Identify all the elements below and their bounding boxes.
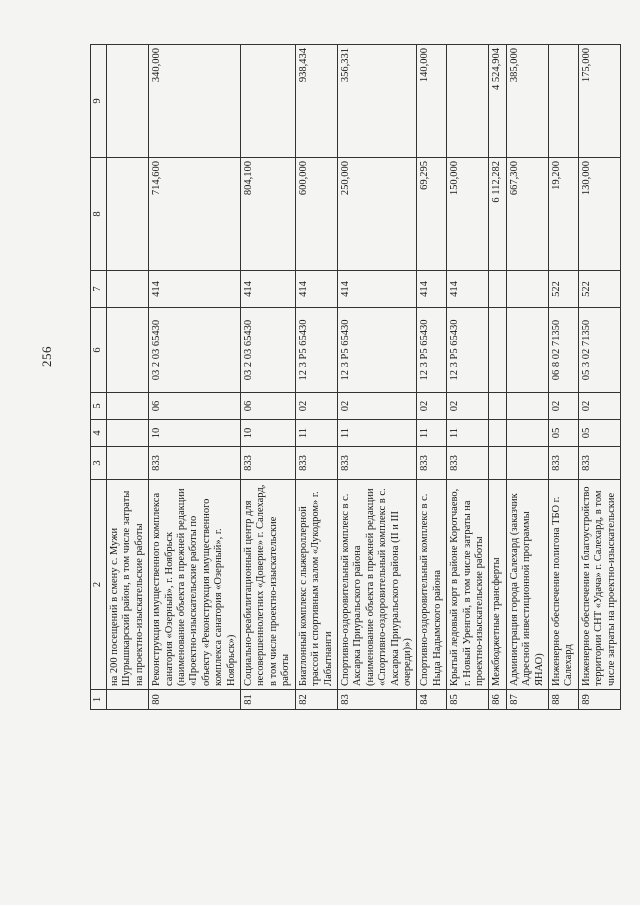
- subsection-cell: [506, 393, 548, 420]
- subsection-cell: 06: [241, 393, 296, 420]
- object-name-cell: Спортивно-оздоровительный комплекс в с. Ныда Надымского района: [417, 480, 447, 690]
- object-name-cell: Социально-реабилитационный центр для несовершеннолетних «Доверие» г. Салехард, в том числе проектно-изыскательские работы: [241, 480, 296, 690]
- expense-type-cell: 414: [337, 271, 416, 308]
- object-name-cell: Крытый ледовый корт в районе Коротчаево, г. Новый Уренгой, в том числе затраты на проектно-изыскательские работы: [447, 480, 489, 690]
- expense-type-cell: 414: [447, 271, 489, 308]
- amount-cell: [107, 45, 149, 158]
- expense-type-cell: 414: [295, 271, 337, 308]
- header-cell: 2: [91, 480, 107, 690]
- expense-type-cell: [506, 271, 548, 308]
- amount-cell: [549, 45, 579, 158]
- row-number-cell: 86: [489, 690, 506, 710]
- amount-cell: 19,200: [549, 158, 579, 271]
- subsection-cell: 02: [417, 393, 447, 420]
- budget-table: [90, 44, 621, 710]
- header-cell: 1: [91, 690, 107, 710]
- row-number-cell: [107, 690, 149, 710]
- table-row: [506, 45, 548, 710]
- row-number-cell: 83: [337, 690, 416, 710]
- object-name-cell: Биатлонный комплекс с лыжероллерной трассой и спортивным залом «Лукодром» г. Лабытнанги: [295, 480, 337, 690]
- header-cell: 6: [91, 308, 107, 393]
- target-article-cell: 12 3 P5 65430: [447, 308, 489, 393]
- expense-type-cell: 414: [149, 271, 241, 308]
- amount-cell: 340,000: [149, 45, 241, 158]
- header-row: [91, 45, 107, 710]
- object-name-cell: Инженерное обеспечение полигона ТБО г. Салехард: [549, 480, 579, 690]
- object-name-cell: Реконструкция имущественного комплекса санатория «Озерный», г. Ноябрьск (наименование объекта в прежней редакции «Проектно-изыскательские работы по объекту «Реконструкция имущественного комплекса санатория «Озерный», г. Ноябрьск»): [149, 480, 241, 690]
- table-row: [489, 45, 506, 710]
- expense-type-cell: 522: [578, 271, 620, 308]
- amount-cell: 6 112,282: [489, 158, 506, 271]
- expense-type-cell: [489, 271, 506, 308]
- code-cell: 833: [295, 447, 337, 480]
- section-cell: 11: [337, 420, 416, 447]
- subsection-cell: 02: [549, 393, 579, 420]
- amount-cell: 69,295: [417, 158, 447, 271]
- section-cell: 11: [417, 420, 447, 447]
- amount-cell: 4 524,904: [489, 45, 506, 158]
- subsection-cell: 02: [337, 393, 416, 420]
- table-row: [578, 45, 620, 710]
- subsection-cell: 06: [149, 393, 241, 420]
- object-name-cell: Инженерное обеспечение и благоустройство территории СНТ «Удача» г. Салехард, в том числе затраты на проектно-изыскательские: [578, 480, 620, 690]
- section-cell: [107, 420, 149, 447]
- expense-type-cell: 522: [549, 271, 579, 308]
- row-number-cell: 85: [447, 690, 489, 710]
- section-cell: 05: [578, 420, 620, 447]
- code-cell: [489, 447, 506, 480]
- table-row: [241, 45, 296, 710]
- target-article-cell: [489, 308, 506, 393]
- target-article-cell: 12 3 P5 65430: [417, 308, 447, 393]
- header-cell: 8: [91, 158, 107, 271]
- code-cell: [506, 447, 548, 480]
- amount-cell: 356,331: [337, 45, 416, 158]
- target-article-cell: [506, 308, 548, 393]
- section-cell: 10: [241, 420, 296, 447]
- expense-type-cell: [107, 271, 149, 308]
- header-cell: 4: [91, 420, 107, 447]
- section-cell: 11: [295, 420, 337, 447]
- amount-cell: 140,000: [417, 45, 447, 158]
- subsection-cell: [489, 393, 506, 420]
- subsection-cell: 02: [295, 393, 337, 420]
- code-cell: [107, 447, 149, 480]
- amount-cell: [107, 158, 149, 271]
- target-article-cell: 03 2 03 65430: [149, 308, 241, 393]
- target-article-cell: 06 8 02 71350: [549, 308, 579, 393]
- code-cell: 833: [578, 447, 620, 480]
- target-article-cell: 12 3 P5 65430: [295, 308, 337, 393]
- target-article-cell: 03 2 03 65430: [241, 308, 296, 393]
- table-row: [295, 45, 337, 710]
- amount-cell: 385,000: [506, 45, 548, 158]
- object-name-cell: Спортивно-оздоровительный комплекс в с. Аксарка Приуральского района (наименование объекта в прежней редакции «Спортивно-оздоровительный комплекс в с. Аксарка Приуральского района (II и III очереди)»): [337, 480, 416, 690]
- page-number: 256: [39, 346, 54, 367]
- table-row: [337, 45, 416, 710]
- section-cell: 05: [549, 420, 579, 447]
- row-number-cell: 87: [506, 690, 548, 710]
- subsection-cell: [107, 393, 149, 420]
- object-name-cell: на 200 посещений в смену с. Мужи Шурышкарский район, в том числе затраты на проектно-изыскательские работы: [107, 480, 149, 690]
- header-cell: 3: [91, 447, 107, 480]
- row-number-cell: 82: [295, 690, 337, 710]
- expense-type-cell: 414: [417, 271, 447, 308]
- section-cell: [506, 420, 548, 447]
- table-row: [417, 45, 447, 710]
- row-number-cell: 89: [578, 690, 620, 710]
- code-cell: 833: [549, 447, 579, 480]
- row-number-cell: 81: [241, 690, 296, 710]
- subsection-cell: 02: [578, 393, 620, 420]
- table-row: [447, 45, 489, 710]
- amount-cell: 175,000: [578, 45, 620, 158]
- table-row: [107, 45, 149, 710]
- header-cell: 9: [91, 45, 107, 158]
- code-cell: 833: [149, 447, 241, 480]
- code-cell: 833: [447, 447, 489, 480]
- section-cell: 11: [447, 420, 489, 447]
- amount-cell: 250,000: [337, 158, 416, 271]
- amount-cell: 804,100: [241, 158, 296, 271]
- object-name-cell: Администрация города Салехард (заказчик Адресной инвестиционной программы ЯНАО): [506, 480, 548, 690]
- amount-cell: 667,300: [506, 158, 548, 271]
- amount-cell: 714,600: [149, 158, 241, 271]
- table-row: [149, 45, 241, 710]
- target-article-cell: [107, 308, 149, 393]
- header-cell: 5: [91, 393, 107, 420]
- code-cell: 833: [241, 447, 296, 480]
- object-name-cell: Межбюджетные трансферты: [489, 480, 506, 690]
- code-cell: 833: [417, 447, 447, 480]
- code-cell: 833: [337, 447, 416, 480]
- amount-cell: [447, 45, 489, 158]
- section-cell: 10: [149, 420, 241, 447]
- target-article-cell: 12 3 P5 65430: [337, 308, 416, 393]
- amount-cell: [241, 45, 296, 158]
- expense-type-cell: 414: [241, 271, 296, 308]
- amount-cell: 130,000: [578, 158, 620, 271]
- row-number-cell: 80: [149, 690, 241, 710]
- section-cell: [489, 420, 506, 447]
- table-row: [549, 45, 579, 710]
- amount-cell: 600,000: [295, 158, 337, 271]
- table-rotated-container: [90, 45, 621, 710]
- header-cell: 7: [91, 271, 107, 308]
- row-number-cell: 84: [417, 690, 447, 710]
- row-number-cell: 88: [549, 690, 579, 710]
- amount-cell: 150,000: [447, 158, 489, 271]
- subsection-cell: 02: [447, 393, 489, 420]
- amount-cell: 938,434: [295, 45, 337, 158]
- target-article-cell: 05 3 02 71350: [578, 308, 620, 393]
